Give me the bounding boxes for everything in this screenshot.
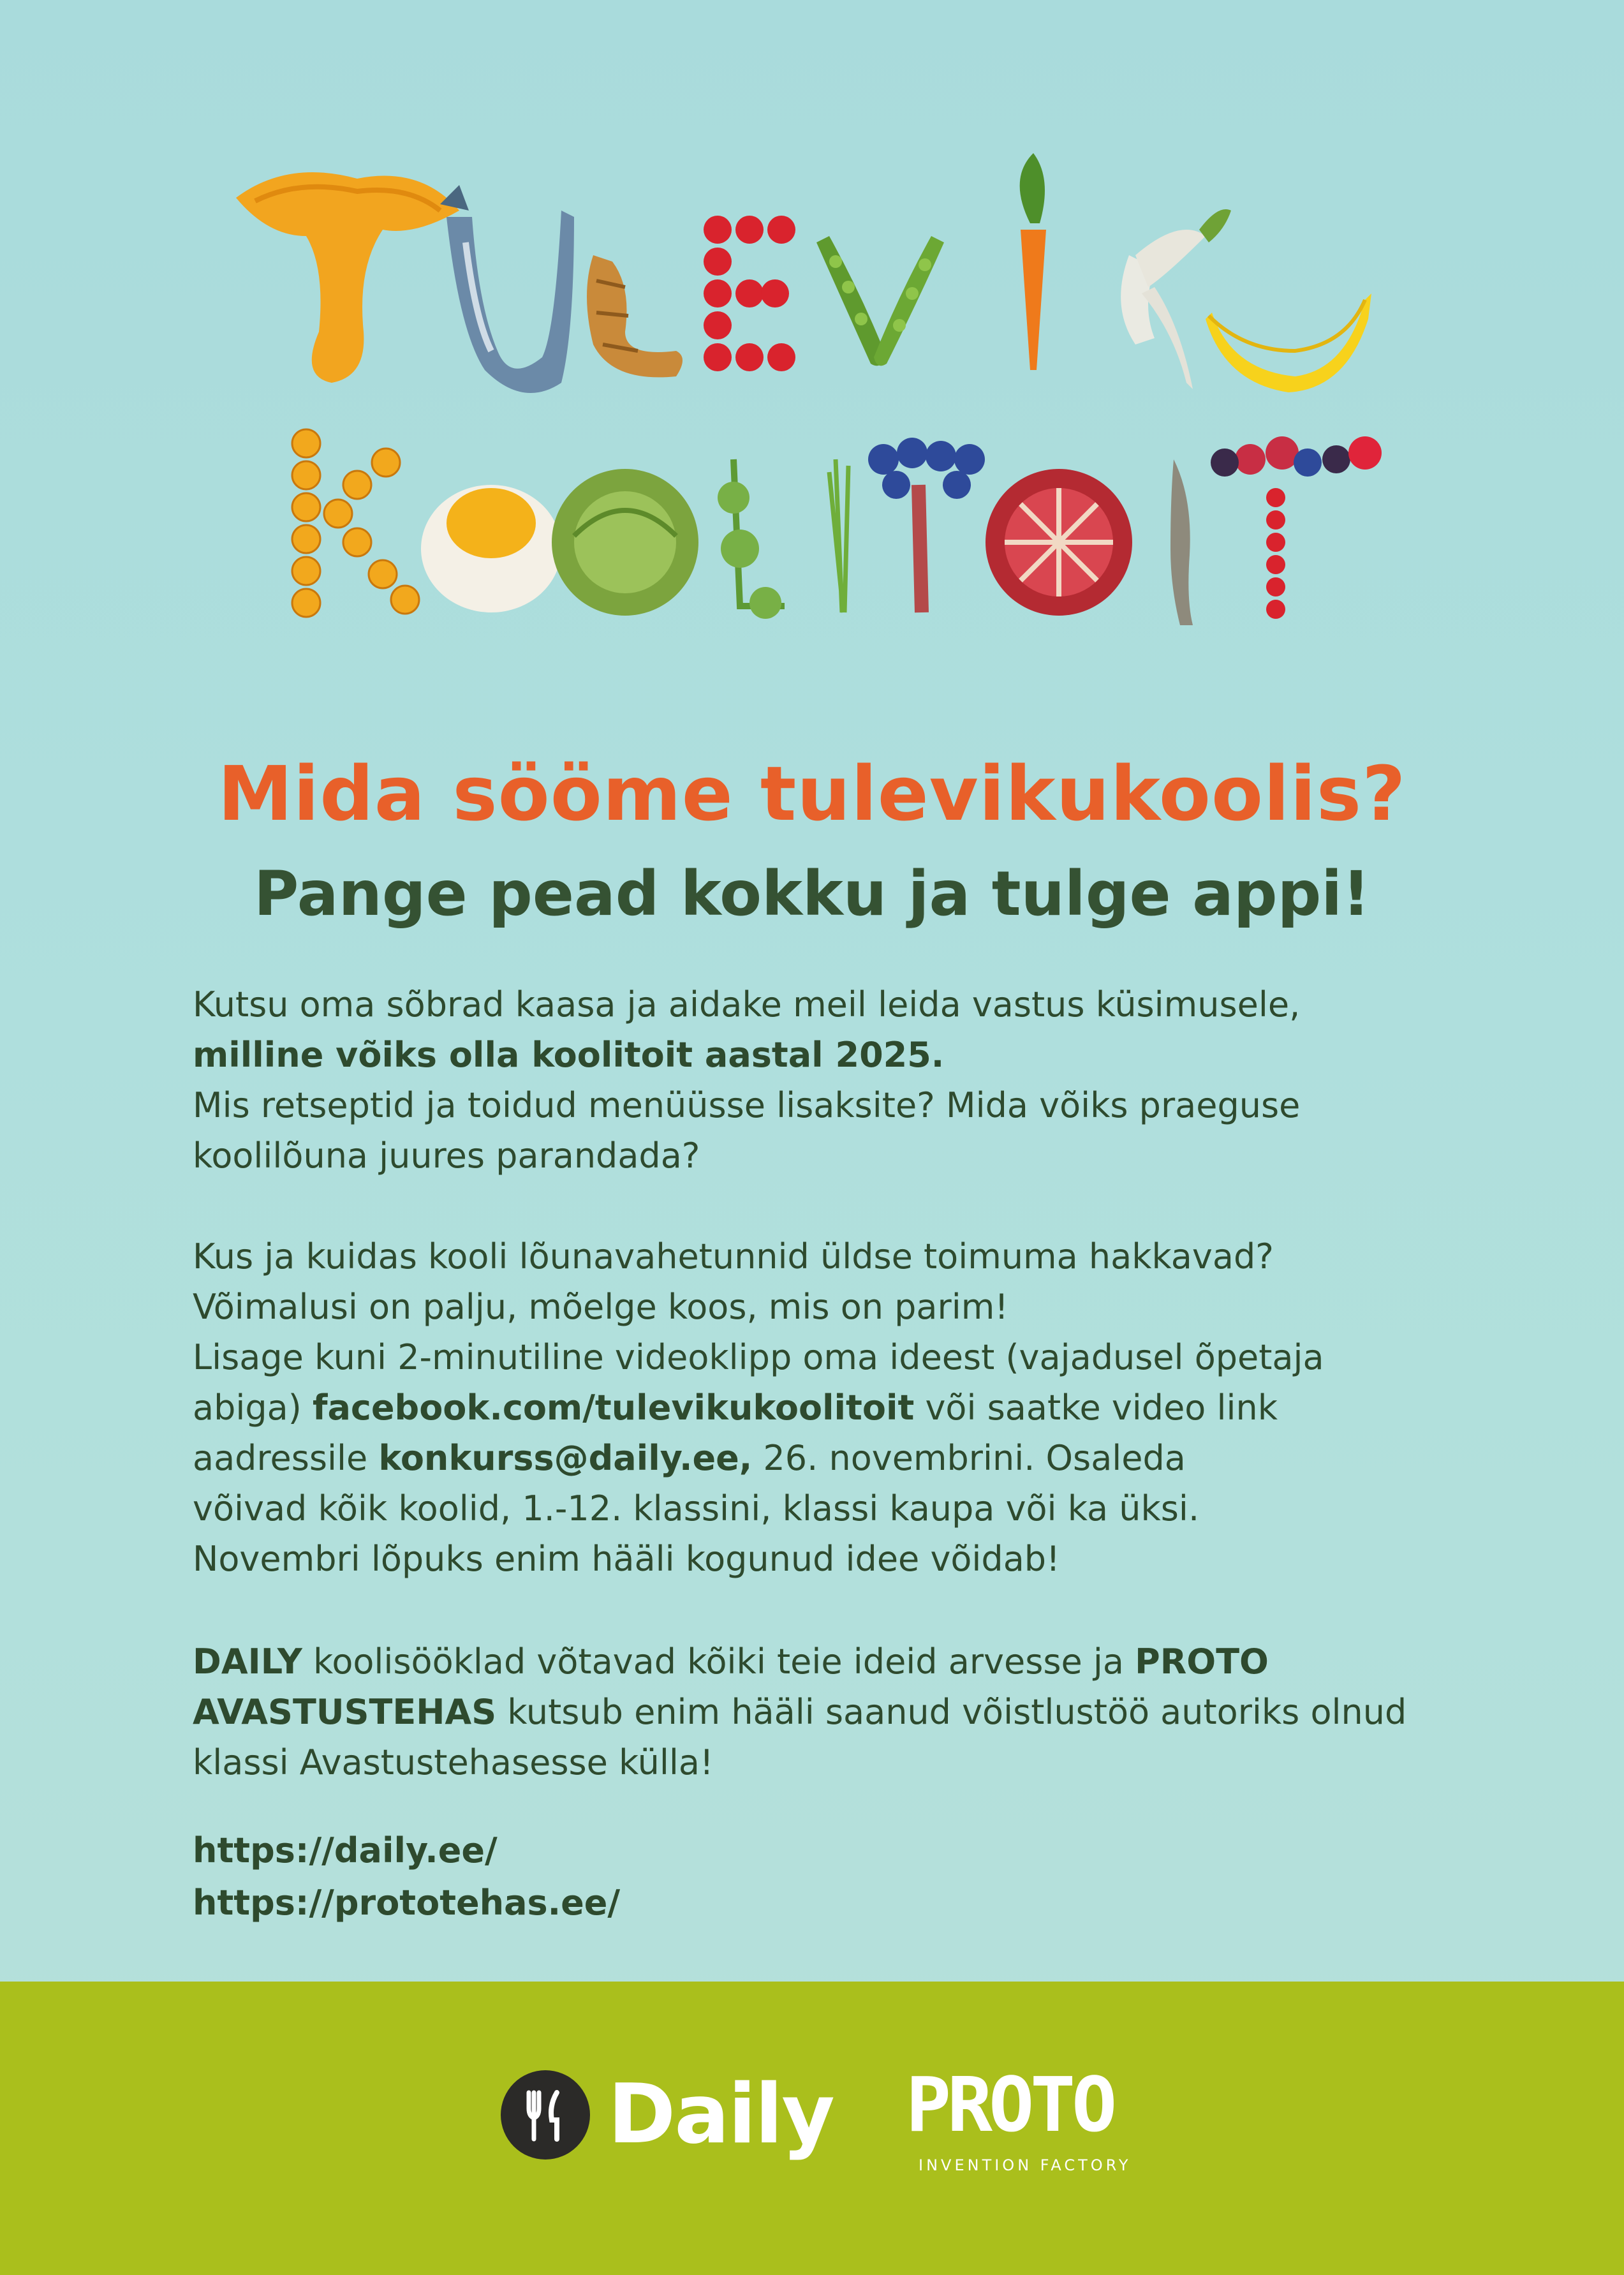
intro-line: koolilõuna juures parandada? [193,1136,700,1176]
sponsors-line: DAILY koolisööklad võtavad kõiki teie ideid arvesse ja PROTO [193,1641,1269,1682]
link-prototehas[interactable]: https://prototehas.ee/ [193,1883,621,1923]
letter-l-croissant [587,255,683,377]
proto-logo-subtitle: INVENTION FACTORY [919,2156,1132,2174]
intro-paragraph [193,979,1468,1181]
instructions-line: Novembri lõpuks enim hääli kogunud idee võidab! [193,1539,1060,1579]
email-link[interactable]: konkurss@daily.ee, [378,1438,753,1478]
letter-t-mixed-berries [1211,436,1382,619]
letter-t-chanterelle [236,172,459,383]
letter-o-pomegranate [985,469,1132,616]
letter-i-chives [829,459,848,612]
link-daily[interactable]: https://daily.ee/ [193,1830,498,1871]
intro-line: Mis retseptid ja toidud menüüsse lisaksite? Mida võiks praeguse [193,1085,1301,1125]
letter-v-peapods [816,236,944,366]
letter-k-radish [1121,209,1231,389]
instructions-line: abiga) facebook.com/tulevikukoolitoit või saatke video link [193,1388,1278,1428]
sub-headline: Pange pead kokku ja tulge appi! [254,858,1370,930]
letter-o-egg [421,485,561,612]
instructions-line: Võimalusi on palju, mõelge koos, mis on parim! [193,1287,1008,1327]
letter-u-banana [1206,293,1371,392]
proto-logo [906,2061,1135,2188]
letter-i-carrot [1020,153,1046,370]
intro-line-bold: milline võiks olla koolitoit aastal 2025. [193,1035,945,1075]
facebook-link[interactable]: facebook.com/tulevikukoolitoit [312,1388,915,1428]
daily-logo-text: Daily [608,2067,834,2162]
links-list [193,1825,1468,1929]
fork-knife-icon [501,2070,590,2160]
sponsors-paragraph [193,1636,1468,1788]
letter-e-strawberries [704,216,795,371]
main-headline: Mida sööme tulevikukoolis? [218,750,1406,838]
food-letter-title-art [0,140,1624,663]
letter-l-dill [718,459,785,619]
letter-u-fish [440,185,574,393]
intro-line: Kutsu oma sõbrad kaasa ja aidake meil leida vastus küsimusele, [193,984,1301,1025]
letter-k-cherry-tomatoes [292,429,419,617]
daily-logo [501,2061,832,2169]
instructions-line: võivad kõik koolid, 1.-12. klassini, klassi kaupa või ka üksi. [193,1488,1200,1529]
instructions-paragraph [193,1231,1468,1584]
proto-logo-text: PROTO [906,2061,1114,2149]
letter-t-blueberries-rhubarb [868,438,985,612]
sponsors-line: klassi Avastustehasesse külla! [193,1742,714,1782]
instructions-line: Lisage kuni 2-minutiline videoklipp oma ideest (vajadusel õpetaja [193,1337,1324,1377]
letter-o-cabbage [552,469,698,616]
sponsors-line: AVASTUSTEHAS kutsub enim hääli saanud võistlustöö autoriks olnud [193,1692,1407,1732]
instructions-line: Kus ja kuidas kooli lõunavahetunnid üldse toimuma hakkavad? [193,1236,1274,1277]
letter-i-fish [1170,459,1193,625]
food-letters-illustration [0,140,1624,663]
instructions-line: aadressile konkurss@daily.ee, 26. novembrini. Osaleda [193,1438,1186,1478]
